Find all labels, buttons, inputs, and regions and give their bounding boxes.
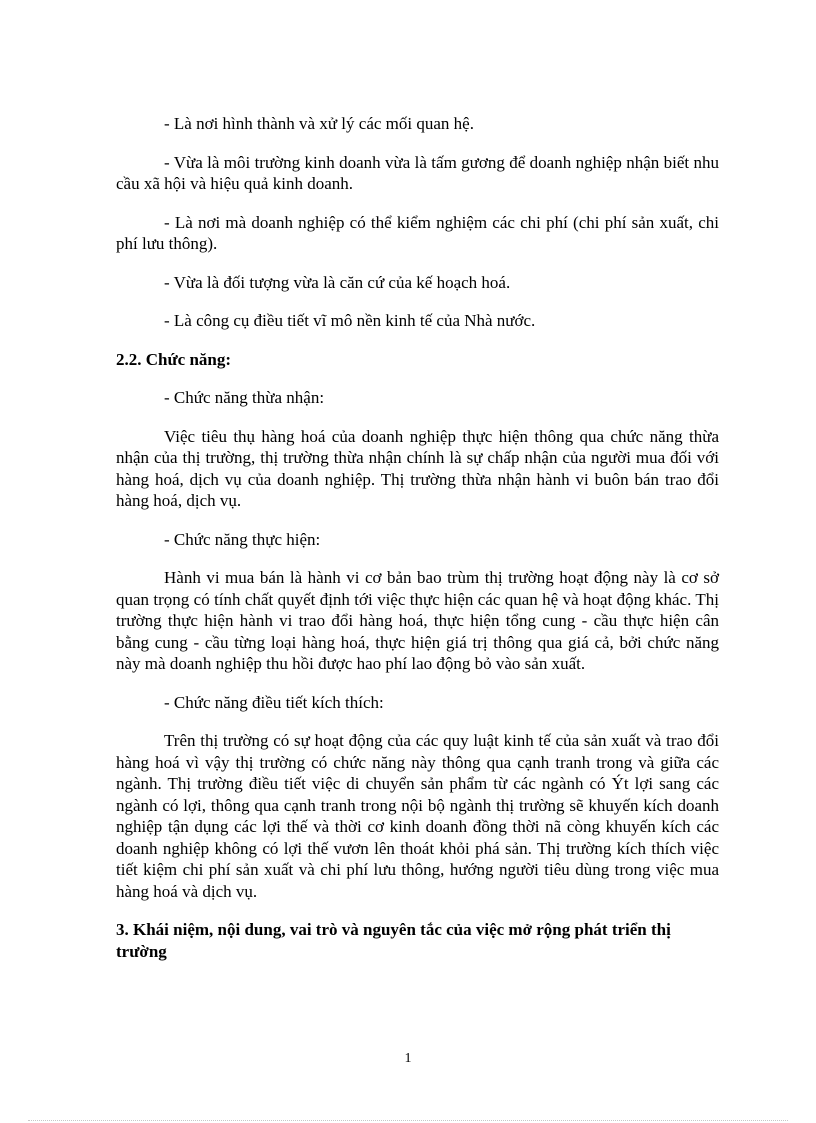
page-number: 1	[404, 1051, 412, 1066]
paragraph: - Chức năng điều tiết kích thích:	[164, 692, 384, 712]
page-bottom-border	[28, 1120, 788, 1121]
paragraph: - Là nơi hình thành và xử lý các mối quan hệ.	[164, 114, 474, 133]
document-body	[116, 113, 719, 979]
section-heading: 3. Khái niệm, nội dung, vai trò và nguyên tắc của việc mở rộng phát triển thị trường	[116, 920, 671, 961]
paragraph: - Vừa là đối tượng vừa là căn cứ của kế hoạch hoá.	[164, 272, 511, 292]
paragraph: Việc tiêu thụ hàng hoá của doanh nghiệp thực hiện thông qua chức năng thừa nhận của thị trường, thị trường thừa nhận chính là sự chấp nhận của người mua đối với hàng hoá, dịch vụ của doanh nghiệp. Thị trường thừa nhận hành vi buôn bán trao đổi hàng hoá, dịch vụ.	[116, 426, 719, 510]
paragraph: - Là nơi mà doanh nghiệp có thể kiểm nghiệm các chi phí (chi phí sản xuất, chi phí lưu thông).	[116, 212, 719, 253]
paragraph: - Là công cụ điều tiết vĩ mô nền kinh tế của Nhà nước.	[164, 311, 536, 330]
paragraph: - Chức năng thực hiện:	[164, 529, 321, 549]
paragraph: Hành vi mua bán là hành vi cơ bản bao trùm thị trường hoạt động này là cơ sở quan trọng có tính chất quyết định tới việc thực hiện các quan hệ và hoạt động khác. Thị trường thực hiện hành vi trao đổi hàng hoá, thực hiện tổng cung - cầu thực hiện cân bằng cung - cầu từng loại hàng hoá, thực hiện giá trị thông qua giá cả, bởi chức năng này mà doanh nghiệp thu hồi được hao phí lao động bỏ vào sản xuất.	[116, 568, 719, 673]
section-heading: 2.2. Chức năng:	[116, 349, 232, 369]
paragraph: Trên thị trường có sự hoạt động của các quy luật kinh tế của sản xuất và trao đổi hàng hoá vì vậy thị trường có chức năng này thông qua cạnh tranh trong và giữa các ngành. Thị trường điều tiết việc di chuyển sản phẩm từ các ngành có Ýt lợi sang các ngành có lợi, thông qua cạnh tranh trong nội bộ ngành thị trường sẽ khuyến kích doanh nghiệp tận dụng các lợi thế và thời cơ kinh doanh đồng thời nã còng khuyến kích các doanh nghiệp không có lợi thế vươn lên thoát khỏi phá sản. Thị trường kích thích việc tiết kiệm chi phí sản xuất và chi phí lưu thông, hướng người tiêu dùng trong việc mua hàng hoá và dịch vụ.	[116, 731, 719, 901]
paragraph: - Chức năng thừa nhận:	[164, 388, 325, 407]
paragraph: - Vừa là môi trường kinh doanh vừa là tấm gương để doanh nghiệp nhận biết nhu cầu xã hội và hiệu quả kinh doanh.	[116, 152, 719, 193]
